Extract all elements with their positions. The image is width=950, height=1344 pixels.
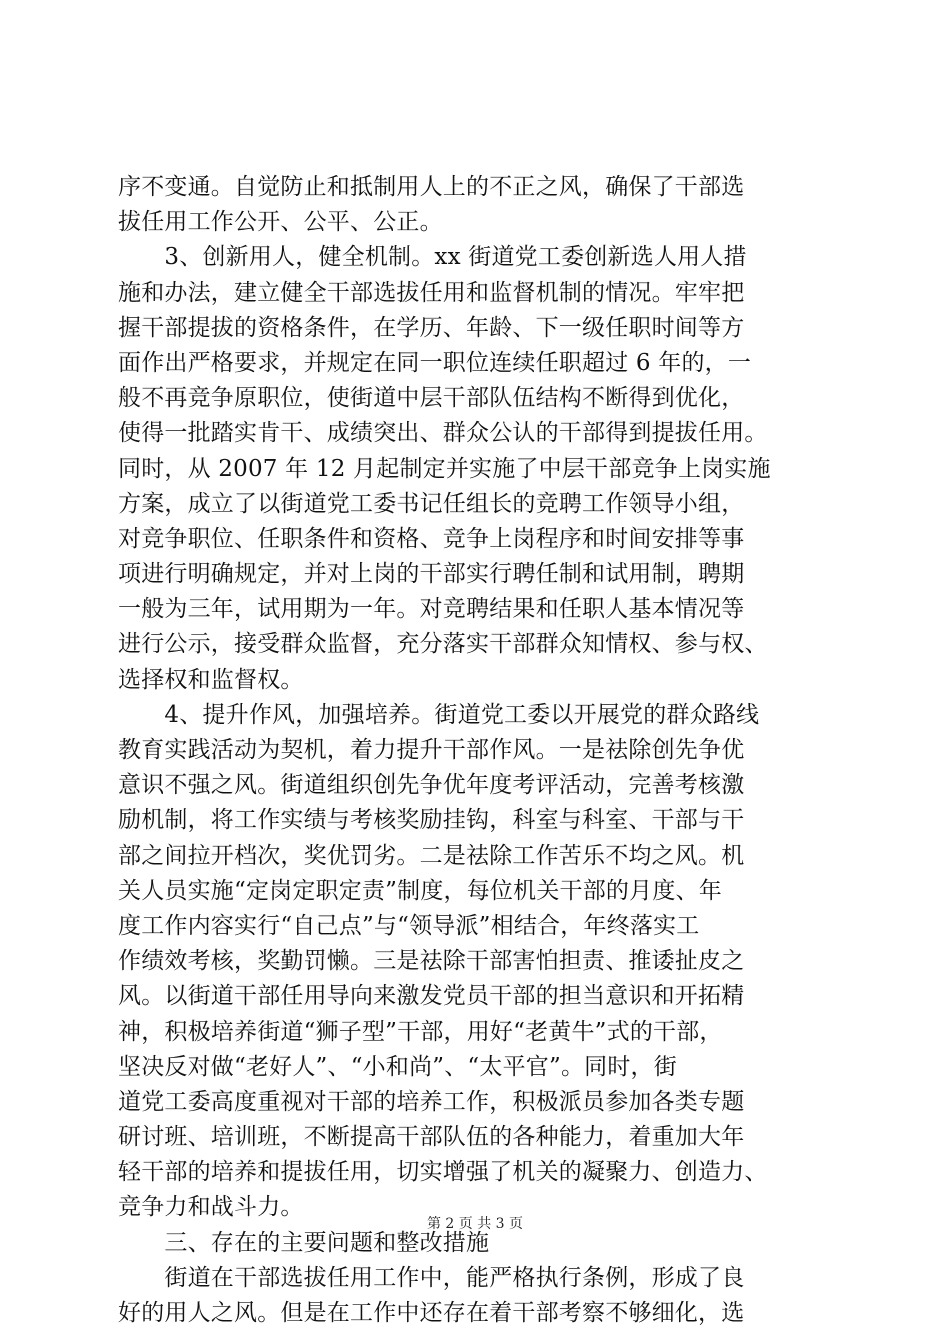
text-line: 一般为三年，试用期为一年。对竞聘结果和任职人基本情况等: [118, 596, 745, 623]
text-line: 施和办法，建立健全干部选拔任用和监督机制的情况。牢牢把: [118, 279, 745, 306]
page-number-label: 第 2 页 共 3 页: [426, 1216, 524, 1232]
text-line: 拔任用工作公开、公平、公正。: [118, 209, 443, 236]
text-line: 使得一批踏实肯干、成绩突出、群众公认的干部得到提拔任用。: [118, 420, 768, 447]
body-text: [118, 170, 858, 1331]
text-line: 序不变通。自觉防止和抵制用人上的不正之风，确保了干部选: [118, 174, 745, 200]
text-line: 意识不强之风。街道组织创先争优年度考评活动，完善考核激: [118, 772, 745, 799]
text-line: 4、提升作风，加强培养。街道党工委以开展党的群众路线: [118, 701, 760, 728]
text-line: 进行公示，接受群众监督，充分落实干部群众知情权、参与权、: [118, 631, 768, 658]
section-heading: 三、存在的主要问题和整改措施: [118, 1229, 490, 1256]
text-line: 3、创新用人，健全机制。xx 街道党工委创新选人用人措: [118, 244, 747, 271]
text-line: 部之间拉开档次，奖优罚劣。二是祛除工作苦乐不均之风。机: [118, 842, 745, 869]
text-line: 道党工委高度重视对干部的培养工作，积极派员参加各类专题: [118, 1088, 745, 1115]
text-line: 关人员实施“定岗定职定责”制度，每位机关干部的月度、年: [118, 877, 722, 904]
text-line: 方案，成立了以街道党工委书记任组长的竞聘工作领导小组，: [118, 490, 745, 517]
text-line: 握干部提拔的资格条件，在学历、年龄、下一级任职时间等方: [118, 314, 745, 341]
text-line: 选择权和监督权。: [118, 666, 304, 693]
page-footer: [0, 1214, 950, 1234]
text-line: 街道在干部选拔任用工作中，能严格执行条例，形成了良: [118, 1264, 745, 1291]
text-line: 般不再竞争原职位，使街道中层干部队伍结构不断得到优化，: [118, 385, 745, 412]
text-line: 研讨班、培训班，不断提高干部队伍的各种能力，着重加大年: [118, 1124, 745, 1151]
text-line: 轻干部的培养和提拔任用，切实增强了机关的凝聚力、创造力、: [118, 1159, 768, 1186]
text-line: 坚决反对做“老好人”、“小和尚”、“太平官”。同时，街: [118, 1053, 677, 1080]
text-line: 度工作内容实行“自己点”与“领导派”相结合，年终落实工: [118, 912, 700, 939]
text-line: 作绩效考核，奖勤罚懒。三是祛除干部害怕担责、推诿扯皮之: [118, 948, 745, 975]
text-line: 面作出严格要求，并规定在同一职位连续任职超过 6 年的，一: [118, 349, 752, 376]
text-line: 项进行明确规定，并对上岗的干部实行聘任制和试用制，聘期: [118, 561, 745, 588]
text-line: 教育实践活动为契机，着力提升干部作风。一是祛除创先争优: [118, 737, 745, 763]
text-line: 竞争力和战斗力。: [118, 1194, 304, 1221]
text-line: 对竞争职位、任职条件和资格、竞争上岗程序和时间安排等事: [118, 525, 745, 552]
text-line: 好的用人之风。但是在工作中还存在着干部考察不够细化，选: [118, 1300, 745, 1326]
text-line: 同时，从 2007 年 12 月起制定并实施了中层干部竞争上岗实施: [118, 455, 771, 482]
text-line: 励机制，将工作实绩与考核奖励挂钩，科室与科室、干部与干: [118, 807, 745, 834]
text-line: 风。以街道干部任用导向来激发党员干部的担当意识和开拓精: [118, 983, 745, 1010]
text-line: 神，积极培养街道“狮子型”干部，用好“老黄牛”式的干部，: [118, 1018, 723, 1045]
